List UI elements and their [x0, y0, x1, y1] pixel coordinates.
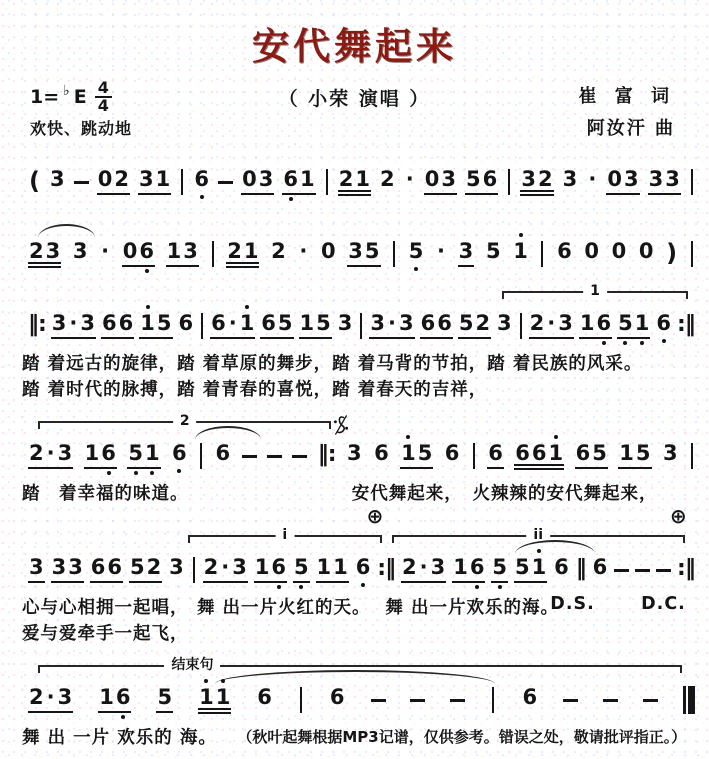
- note-token: 6: [592, 555, 608, 579]
- lyric-segment: D.S.: [550, 594, 595, 614]
- volta-bracket: [188, 527, 381, 545]
- note-token: 1 5: [400, 443, 433, 469]
- volta-label: i: [275, 527, 294, 544]
- note-token: 6: [257, 685, 272, 709]
- note-token: 0: [584, 239, 599, 263]
- tempo-marking: 欢快、跳动地: [30, 119, 133, 138]
- note-token: 2 · 3: [529, 313, 574, 339]
- note-token: 6: [194, 167, 209, 191]
- note-token: 0 6: [122, 241, 155, 267]
- note-token: 5 1: [514, 557, 547, 583]
- lyric-row: [22, 722, 695, 748]
- dash-note: [450, 699, 465, 702]
- note-token: 6: [215, 441, 231, 465]
- note-token: 5 1: [127, 443, 160, 469]
- note-token: 6: [444, 441, 460, 465]
- note-token: 3: [72, 239, 88, 263]
- barline: [360, 313, 362, 339]
- note-token: 2: [271, 239, 286, 263]
- note-token: ·: [405, 167, 414, 191]
- volta-label: 2: [173, 413, 197, 430]
- note-token: 3: [337, 311, 353, 335]
- barline: [201, 313, 203, 339]
- notes-row: [28, 678, 695, 722]
- note-token: 6: [172, 441, 187, 465]
- score-line: [22, 504, 697, 644]
- note-token: 1 5: [139, 313, 172, 339]
- barline: [520, 313, 522, 339]
- note-token: 5: [408, 239, 424, 263]
- score: [0, 140, 709, 748]
- composer-credit: 阿汝汗 曲: [586, 118, 675, 139]
- score-line: [22, 408, 697, 504]
- note-token: 3 3: [51, 557, 84, 583]
- repeat-sign: ‖:: [28, 311, 46, 337]
- note-token: 3 5: [347, 241, 380, 267]
- note-token: 2 1: [226, 241, 259, 268]
- repeat-sign: ‖:: [317, 441, 336, 467]
- score-header: [0, 0, 709, 140]
- note-token: 6 6 1: [514, 443, 564, 470]
- barline: [691, 443, 693, 469]
- lyric-segment: 心与心相拥一起唱，: [22, 598, 189, 618]
- note-token: 5: [293, 557, 310, 583]
- barline: [541, 241, 543, 267]
- note-token: 6 · 1: [210, 313, 255, 339]
- volta-label: 1: [583, 283, 607, 300]
- note-token: ·: [437, 239, 446, 263]
- note-token: 3: [662, 441, 678, 465]
- note-token: 1 3: [166, 241, 199, 267]
- note-token: 0 2: [97, 169, 130, 195]
- lyric-segment: 舞 出一片火红的天。: [196, 598, 371, 618]
- time-signature-top: 4: [95, 80, 112, 98]
- note-token: 3: [497, 311, 512, 335]
- performer-subtitle: （ 小荣 演唱 ）: [278, 88, 431, 110]
- note-token: 1 5: [299, 313, 332, 339]
- note-token: 0: [611, 239, 627, 263]
- dash-note: [292, 455, 307, 458]
- key-note: E: [73, 86, 87, 108]
- note-token: 6 5: [575, 443, 608, 469]
- note-token: 0 3: [424, 169, 457, 195]
- lyric-segment: 爱与爱牵手一起飞，: [22, 624, 189, 644]
- lyric-segment: 舞 出一片欢乐的海。: [385, 598, 559, 618]
- notes-row: [28, 304, 695, 348]
- barline: [200, 443, 202, 469]
- time-signature-bottom: 4: [97, 96, 109, 115]
- volta-label: 结束句: [164, 657, 220, 674]
- note-token: 1: [513, 239, 528, 263]
- note-token: 1 1: [198, 687, 231, 714]
- note-token: 0 3: [606, 169, 639, 195]
- note-token: 6: [554, 555, 569, 579]
- volta-label: ii: [526, 527, 550, 544]
- note-token: 5 1: [617, 313, 650, 339]
- coda-icon: ⊕: [669, 504, 687, 528]
- repeat-sign: :‖: [676, 311, 695, 337]
- note-token: 5: [156, 687, 173, 713]
- lyric-segment: 踏 着远古的旋律，踏 着草原的舞步，踏 着马背的节拍，踏 着民族的风采。: [22, 354, 643, 374]
- score-meta: [0, 74, 709, 140]
- barline: [181, 169, 183, 195]
- song-title: 安代舞起来: [252, 25, 457, 68]
- repeat-sign: :‖: [677, 555, 695, 581]
- note-token: 5 2: [458, 313, 491, 339]
- note-token: 2 · 3: [28, 443, 73, 469]
- note-token: 5 6: [465, 169, 498, 195]
- note-token: 6 1: [282, 169, 315, 195]
- volta-bracket: [502, 283, 689, 301]
- note-token: 3 2: [520, 169, 553, 196]
- note-token: 2: [380, 167, 395, 191]
- dash-note: [643, 699, 658, 702]
- note-token: 3: [458, 241, 475, 267]
- note-token: 1 6: [84, 443, 117, 469]
- note-token: 3: [50, 167, 65, 191]
- lyric-row: [22, 348, 695, 374]
- lyric-segment: 踏 着时代的脉搏，踏 着青春的喜悦，踏 着春天的吉祥，: [22, 380, 488, 400]
- decorations-row: [28, 148, 695, 160]
- note-token: ·: [588, 167, 597, 191]
- repeat-sign: :‖: [377, 555, 396, 581]
- note-token: 3 1: [138, 169, 171, 195]
- lyric-segment: 舞 出 一片 欢乐的 海。: [22, 728, 217, 748]
- dash-note: [74, 181, 89, 184]
- note-token: 3: [28, 557, 45, 583]
- notes-row: [28, 160, 695, 204]
- dash-note: [267, 455, 282, 458]
- key-prefix: 1=: [30, 86, 60, 108]
- note-token: ·: [101, 239, 110, 263]
- notes-row: [28, 434, 695, 478]
- parenthesis: ): [666, 238, 678, 267]
- dash-note: [603, 699, 618, 702]
- lyric-row: [22, 374, 695, 400]
- barline: [212, 241, 214, 267]
- lyric-segment: 安代舞起来， 火辣辣的安代舞起来，: [351, 484, 658, 504]
- slur-arc: [38, 224, 95, 238]
- barline: [300, 687, 302, 713]
- decorations-row: [28, 408, 695, 434]
- note-token: 6: [487, 443, 504, 469]
- parenthesis: (: [29, 166, 40, 195]
- decorations-row: [28, 220, 695, 232]
- note-token: 3 · 3: [51, 313, 96, 339]
- note-token: 2 3: [28, 241, 61, 268]
- note-token: 3: [169, 555, 184, 579]
- note-token: 6: [522, 685, 538, 709]
- note-token: 6: [178, 311, 194, 335]
- note-token: 6 5: [260, 313, 293, 339]
- decorations-row: [28, 504, 695, 548]
- note-token: 6: [355, 555, 371, 579]
- note-token: 0: [320, 239, 336, 263]
- decorations-row: [28, 654, 695, 678]
- lyric-segment: D.C.: [641, 594, 686, 614]
- dash-note: [635, 569, 650, 572]
- note-token: 1 6: [254, 557, 287, 583]
- note-token: 2 · 3: [401, 557, 446, 583]
- note-token: 3: [347, 441, 362, 465]
- note-token: 6: [374, 441, 389, 465]
- note-token: 1 6: [98, 687, 131, 713]
- final-barline: [683, 686, 695, 714]
- note-token: 2 · 3: [203, 557, 248, 583]
- coda-icon: ⊕: [366, 504, 384, 528]
- lyric-row: [22, 592, 695, 618]
- lyricist-credit: 崔 富 词: [578, 86, 675, 107]
- score-line: [26, 148, 697, 204]
- dash-note: [563, 699, 578, 702]
- dash-note: [614, 569, 629, 572]
- dash-note: [371, 699, 386, 702]
- barline: [393, 241, 395, 267]
- note-token: 3 · 3: [369, 313, 414, 339]
- note-token: 5: [485, 239, 501, 263]
- note-token: 0: [638, 239, 654, 263]
- dash-note: [218, 181, 233, 184]
- barline: [193, 557, 195, 583]
- note-token: 6 6: [420, 313, 453, 339]
- notes-row: [28, 232, 695, 276]
- note-token: 6 6: [90, 557, 123, 583]
- note-token: 3: [562, 167, 578, 191]
- note-token: 1 6: [579, 313, 612, 339]
- note-token: 5 2: [129, 557, 162, 583]
- double-barline: ‖: [575, 555, 586, 581]
- note-token: 6: [329, 685, 345, 709]
- dash-note: [242, 455, 257, 458]
- lyric-row: [22, 618, 695, 644]
- note-token: 6: [656, 311, 671, 335]
- dash-note: [410, 699, 425, 702]
- score-line: [26, 220, 697, 276]
- barline: [691, 241, 693, 267]
- score-line: [22, 654, 697, 748]
- score-line: [22, 282, 697, 400]
- note-token: 3 3: [648, 169, 681, 195]
- notes-row: [28, 548, 695, 592]
- flat-sign: ♭: [63, 83, 70, 99]
- dash-note: [656, 569, 671, 572]
- lyric-segment: （秋叶起舞根据MP3记谱，仅供参考。错误之处，敬请批评指正。）: [237, 728, 687, 746]
- lyric-segment: 踏 着幸福的味道。: [22, 484, 189, 504]
- note-token: 1 1: [316, 557, 349, 583]
- note-token: 2 1: [338, 169, 371, 196]
- barline: [326, 169, 328, 195]
- barline: [691, 169, 693, 195]
- barline: [492, 687, 494, 713]
- note-token: 1 5: [618, 443, 651, 469]
- note-token: 1 6: [452, 557, 485, 583]
- note-token: 0 3: [241, 169, 274, 195]
- note-token: ·: [299, 239, 308, 263]
- decorations-row: [28, 282, 695, 304]
- barline: [508, 169, 510, 195]
- volta-bracket: [38, 413, 331, 431]
- note-token: 2 · 3: [28, 687, 73, 713]
- note-token: 5: [491, 557, 508, 583]
- lyric-row: [22, 478, 695, 504]
- segno-icon: [333, 414, 349, 440]
- note-token: 6 6: [101, 313, 134, 339]
- note-token: 6: [557, 239, 572, 263]
- barline: [473, 443, 475, 469]
